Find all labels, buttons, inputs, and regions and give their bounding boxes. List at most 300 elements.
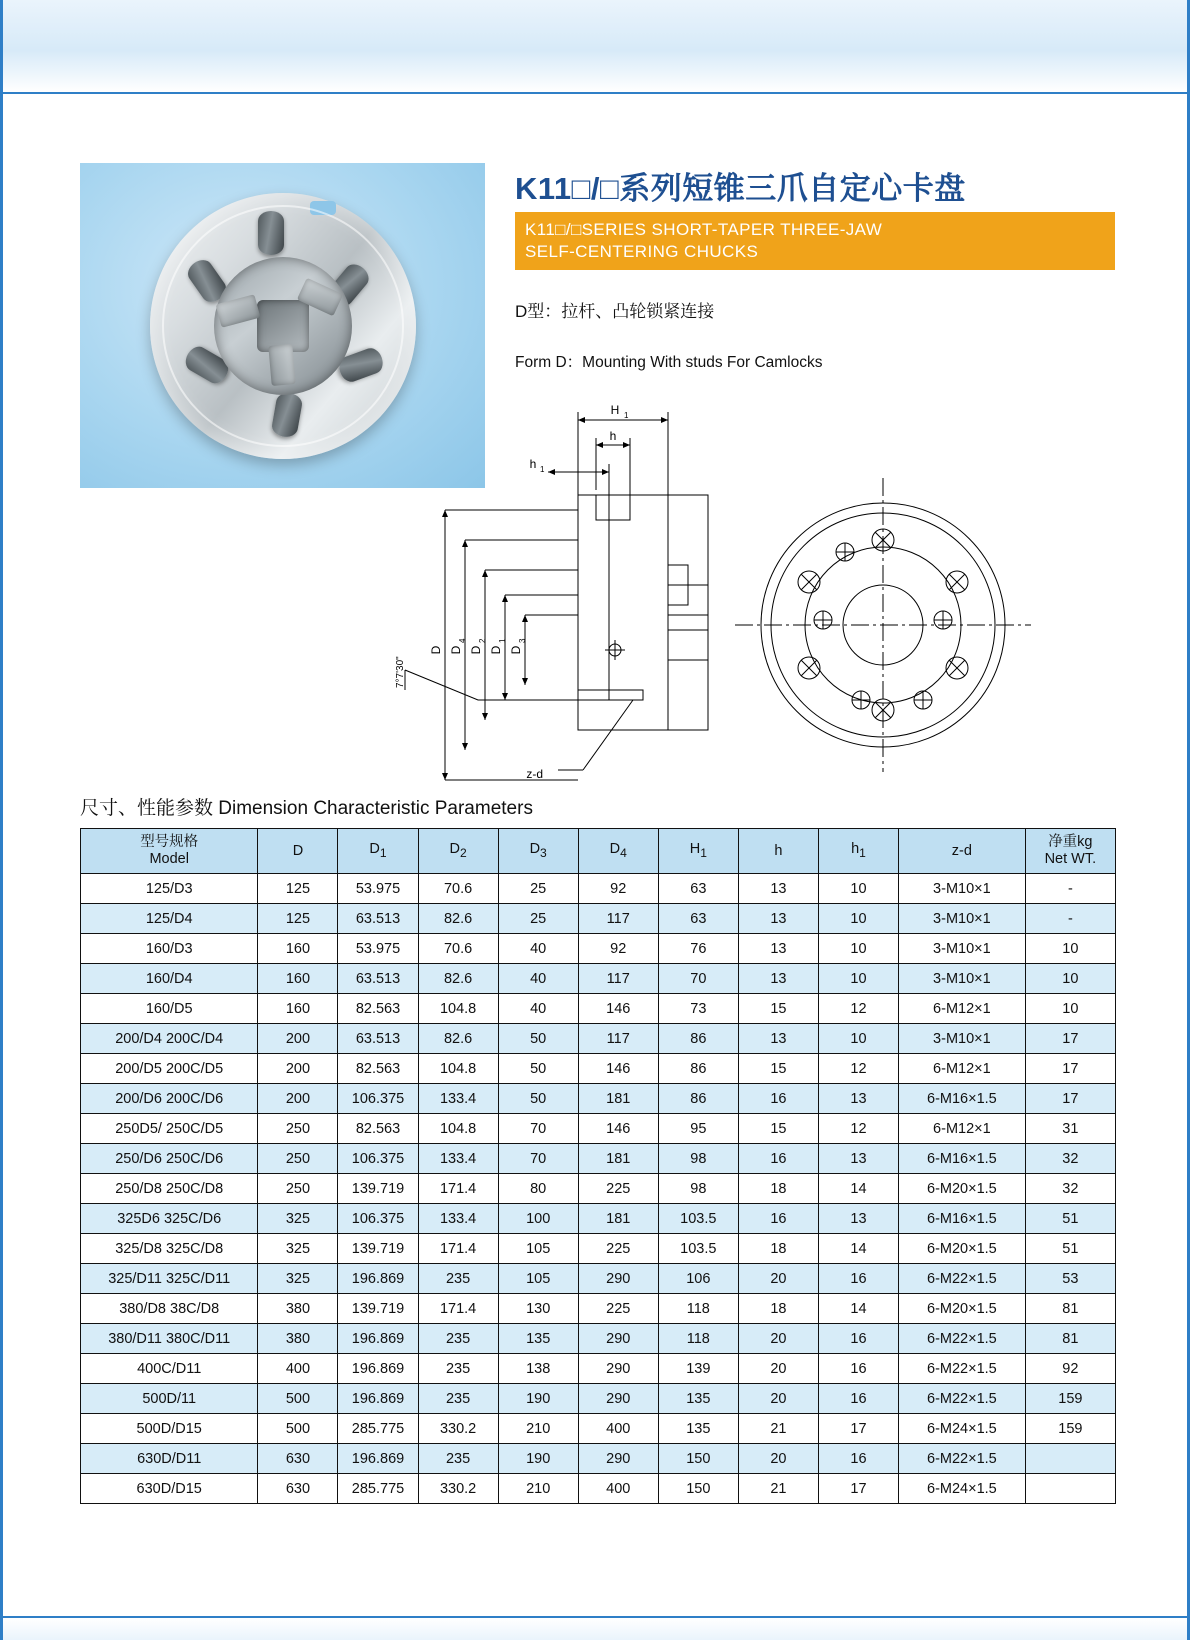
cell-weight: 51 bbox=[1025, 1234, 1115, 1264]
cell-h1big: 135 bbox=[658, 1384, 738, 1414]
cell-d: 250 bbox=[258, 1144, 338, 1174]
table-caption: 尺寸、性能参数 Dimension Characteristic Parameters bbox=[80, 798, 533, 819]
cell-weight: 32 bbox=[1025, 1174, 1115, 1204]
cell-h1: 10 bbox=[818, 874, 898, 904]
cell-h: 13 bbox=[738, 964, 818, 994]
cell-d1: 106.375 bbox=[338, 1144, 418, 1174]
cell-d1: 63.513 bbox=[338, 964, 418, 994]
cell-zd: 6-M12×1 bbox=[899, 994, 1026, 1024]
label-D4-sub: 4 bbox=[458, 638, 467, 643]
cell-d2: 82.6 bbox=[418, 904, 498, 934]
cell-model: 125/D4 bbox=[81, 904, 258, 934]
cell-d1: 196.869 bbox=[338, 1264, 418, 1294]
cell-d2: 133.4 bbox=[418, 1204, 498, 1234]
chuck-stud bbox=[324, 259, 372, 309]
bottom-decorative-bar bbox=[3, 1616, 1187, 1640]
cell-weight: 17 bbox=[1025, 1024, 1115, 1054]
cell-d3: 50 bbox=[498, 1054, 578, 1084]
cell-zd: 6-M16×1.5 bbox=[899, 1144, 1026, 1174]
cell-h1: 12 bbox=[818, 1114, 898, 1144]
cell-h: 20 bbox=[738, 1324, 818, 1354]
column-header-d: D bbox=[258, 829, 338, 874]
cell-h1: 17 bbox=[818, 1474, 898, 1504]
table-row bbox=[81, 1204, 1116, 1234]
label-h1-sub: 1 bbox=[540, 465, 545, 474]
cell-d4: 117 bbox=[578, 964, 658, 994]
cell-d3: 70 bbox=[498, 1144, 578, 1174]
cell-d4: 117 bbox=[578, 904, 658, 934]
cell-model: 200/D6 200C/D6 bbox=[81, 1084, 258, 1114]
cell-h1big: 150 bbox=[658, 1444, 738, 1474]
cell-d2: 133.4 bbox=[418, 1084, 498, 1114]
cell-model: 160/D3 bbox=[81, 934, 258, 964]
mounting-form-en: Form D：Mounting With studs For Camlocks bbox=[515, 354, 823, 371]
cell-h1big: 103.5 bbox=[658, 1234, 738, 1264]
cell-weight: 31 bbox=[1025, 1114, 1115, 1144]
cell-weight: 10 bbox=[1025, 934, 1115, 964]
cell-h: 13 bbox=[738, 1024, 818, 1054]
table-row bbox=[81, 1084, 1116, 1114]
cell-zd: 6-M12×1 bbox=[899, 1054, 1026, 1084]
cell-model: 380/D8 38C/D8 bbox=[81, 1294, 258, 1324]
cell-d4: 117 bbox=[578, 1024, 658, 1054]
column-header-d4: $D_4$ bbox=[578, 829, 658, 874]
column-header-d3: $D_3$ bbox=[498, 829, 578, 874]
chuck-stud bbox=[183, 255, 230, 306]
cell-h1: 16 bbox=[818, 1354, 898, 1384]
cell-zd: 6-M22×1.5 bbox=[899, 1354, 1026, 1384]
cell-d1: 53.975 bbox=[338, 934, 418, 964]
cell-zd: 6-M22×1.5 bbox=[899, 1444, 1026, 1474]
cell-d: 500 bbox=[258, 1384, 338, 1414]
cell-h1big: 63 bbox=[658, 874, 738, 904]
cell-d2: 235 bbox=[418, 1264, 498, 1294]
cell-d: 630 bbox=[258, 1474, 338, 1504]
cell-d1: 53.975 bbox=[338, 874, 418, 904]
cell-d3: 25 bbox=[498, 874, 578, 904]
cell-weight: 10 bbox=[1025, 964, 1115, 994]
cell-h1: 14 bbox=[818, 1294, 898, 1324]
column-header-model-cn: 型号规格 bbox=[140, 834, 199, 850]
cell-d4: 290 bbox=[578, 1354, 658, 1384]
table-row bbox=[81, 1414, 1116, 1444]
cell-d4: 400 bbox=[578, 1474, 658, 1504]
table-row bbox=[81, 1174, 1116, 1204]
cell-d2: 70.6 bbox=[418, 874, 498, 904]
cell-h: 21 bbox=[738, 1414, 818, 1444]
cell-d: 325 bbox=[258, 1204, 338, 1234]
table-row bbox=[81, 1384, 1116, 1414]
chuck-center-core bbox=[257, 300, 309, 352]
table-row bbox=[81, 1054, 1116, 1084]
label-D2-sub: 2 bbox=[478, 638, 487, 643]
chuck-body bbox=[150, 193, 416, 459]
cell-zd: 6-M20×1.5 bbox=[899, 1294, 1026, 1324]
cell-zd: 6-M20×1.5 bbox=[899, 1174, 1026, 1204]
cell-d2: 104.8 bbox=[418, 1114, 498, 1144]
cell-h1big: 98 bbox=[658, 1174, 738, 1204]
label-h1: h bbox=[529, 457, 537, 471]
cell-zd: 6-M24×1.5 bbox=[899, 1414, 1026, 1444]
chuck-jaw bbox=[268, 344, 295, 386]
cell-d: 500 bbox=[258, 1414, 338, 1444]
cell-d: 380 bbox=[258, 1324, 338, 1354]
cell-d: 125 bbox=[258, 904, 338, 934]
cell-weight: 159 bbox=[1025, 1384, 1115, 1414]
cell-h: 18 bbox=[738, 1294, 818, 1324]
column-header-weight-en: Net WT. bbox=[1044, 851, 1097, 867]
cell-model: 250D5/ 250C/D5 bbox=[81, 1114, 258, 1144]
cell-d2: 133.4 bbox=[418, 1144, 498, 1174]
cell-h: 21 bbox=[738, 1474, 818, 1504]
cell-h1: 10 bbox=[818, 904, 898, 934]
cell-h1big: 73 bbox=[658, 994, 738, 1024]
title-band bbox=[515, 212, 1115, 270]
cell-model: 325/D8 325C/D8 bbox=[81, 1234, 258, 1264]
cell-h: 20 bbox=[738, 1384, 818, 1414]
cell-d4: 290 bbox=[578, 1324, 658, 1354]
cell-h: 13 bbox=[738, 904, 818, 934]
label-D2: D bbox=[469, 645, 483, 655]
cell-d4: 290 bbox=[578, 1384, 658, 1414]
cell-d3: 130 bbox=[498, 1294, 578, 1324]
cell-d3: 50 bbox=[498, 1084, 578, 1114]
cell-h: 15 bbox=[738, 994, 818, 1024]
cell-zd: 6-M16×1.5 bbox=[899, 1084, 1026, 1114]
cell-d3: 25 bbox=[498, 904, 578, 934]
cell-model: 125/D3 bbox=[81, 874, 258, 904]
cell-h: 16 bbox=[738, 1204, 818, 1234]
cell-model: 380/D11 380C/D11 bbox=[81, 1324, 258, 1354]
table-row bbox=[81, 934, 1116, 964]
cell-h1big: 118 bbox=[658, 1294, 738, 1324]
cell-h1big: 86 bbox=[658, 1054, 738, 1084]
cell-zd: 3-M10×1 bbox=[899, 934, 1026, 964]
cell-d: 200 bbox=[258, 1084, 338, 1114]
cell-d: 160 bbox=[258, 934, 338, 964]
table-row bbox=[81, 1234, 1116, 1264]
cell-zd: 6-M20×1.5 bbox=[899, 1234, 1026, 1264]
cell-h: 15 bbox=[738, 1114, 818, 1144]
cell-model: 630D/D11 bbox=[81, 1444, 258, 1474]
cell-d1: 106.375 bbox=[338, 1204, 418, 1234]
table-head bbox=[81, 829, 1116, 874]
cell-d2: 235 bbox=[418, 1444, 498, 1474]
cell-h1: 12 bbox=[818, 994, 898, 1024]
cell-weight: 17 bbox=[1025, 1054, 1115, 1084]
cell-model: 400C/D11 bbox=[81, 1354, 258, 1384]
label-H1: H bbox=[610, 403, 620, 417]
cell-d: 250 bbox=[258, 1174, 338, 1204]
table-row bbox=[81, 1324, 1116, 1354]
cell-model: 500D/D15 bbox=[81, 1414, 258, 1444]
column-header-h1big: $H_1$ bbox=[658, 829, 738, 874]
cell-weight: 51 bbox=[1025, 1204, 1115, 1234]
drawing-svg bbox=[383, 400, 1033, 800]
label-D3-sub: 3 bbox=[518, 638, 527, 643]
cell-d4: 181 bbox=[578, 1204, 658, 1234]
cell-h: 20 bbox=[738, 1264, 818, 1294]
cell-d2: 330.2 bbox=[418, 1414, 498, 1444]
table-row bbox=[81, 1294, 1116, 1324]
column-header-model bbox=[81, 829, 258, 874]
cell-d1: 196.869 bbox=[338, 1324, 418, 1354]
cell-h1: 13 bbox=[818, 1084, 898, 1114]
cell-weight: - bbox=[1025, 874, 1115, 904]
cell-model: 630D/D15 bbox=[81, 1474, 258, 1504]
cell-weight: 159 bbox=[1025, 1414, 1115, 1444]
cell-h1: 17 bbox=[818, 1414, 898, 1444]
cell-h1: 16 bbox=[818, 1444, 898, 1474]
mounting-form-cn: D型：拉杆、凸轮锁紧连接 bbox=[515, 302, 715, 321]
cell-h1big: 63 bbox=[658, 904, 738, 934]
cell-zd: 3-M10×1 bbox=[899, 874, 1026, 904]
cell-d2: 330.2 bbox=[418, 1474, 498, 1504]
cell-h1big: 135 bbox=[658, 1414, 738, 1444]
cell-d: 325 bbox=[258, 1264, 338, 1294]
cell-d2: 235 bbox=[418, 1384, 498, 1414]
cell-d4: 146 bbox=[578, 994, 658, 1024]
cell-h1big: 86 bbox=[658, 1084, 738, 1114]
table-row bbox=[81, 1264, 1116, 1294]
cell-d1: 63.513 bbox=[338, 904, 418, 934]
cell-d4: 225 bbox=[578, 1294, 658, 1324]
cell-d2: 235 bbox=[418, 1354, 498, 1384]
cell-zd: 3-M10×1 bbox=[899, 1024, 1026, 1054]
chuck-stud bbox=[270, 391, 303, 439]
cell-d3: 210 bbox=[498, 1474, 578, 1504]
cell-d3: 40 bbox=[498, 994, 578, 1024]
cell-d4: 181 bbox=[578, 1144, 658, 1174]
label-taper-angle: 7°7'30" bbox=[395, 656, 406, 688]
table-row bbox=[81, 874, 1116, 904]
cell-d: 380 bbox=[258, 1294, 338, 1324]
cell-d3: 190 bbox=[498, 1384, 578, 1414]
cell-d3: 100 bbox=[498, 1204, 578, 1234]
cell-h1: 13 bbox=[818, 1144, 898, 1174]
cell-h1big: 70 bbox=[658, 964, 738, 994]
cell-h1: 10 bbox=[818, 964, 898, 994]
specification-table bbox=[80, 828, 1116, 1504]
cell-d3: 210 bbox=[498, 1414, 578, 1444]
cell-weight: 81 bbox=[1025, 1294, 1115, 1324]
cell-weight: 92 bbox=[1025, 1354, 1115, 1384]
cell-h: 20 bbox=[738, 1354, 818, 1384]
cell-d4: 290 bbox=[578, 1264, 658, 1294]
cell-d2: 104.8 bbox=[418, 1054, 498, 1084]
label-H1-sub: 1 bbox=[624, 411, 629, 420]
table-row bbox=[81, 964, 1116, 994]
cell-h1: 13 bbox=[818, 1204, 898, 1234]
cell-zd: 6-M22×1.5 bbox=[899, 1384, 1026, 1414]
cell-h1: 12 bbox=[818, 1054, 898, 1084]
cell-d4: 400 bbox=[578, 1414, 658, 1444]
column-header-weight bbox=[1025, 829, 1115, 874]
chuck-jaw bbox=[296, 277, 342, 316]
column-header-zd: z-d bbox=[899, 829, 1026, 874]
cell-d3: 138 bbox=[498, 1354, 578, 1384]
cell-h1big: 103.5 bbox=[658, 1204, 738, 1234]
label-D1: D bbox=[489, 645, 503, 655]
label-h: h bbox=[609, 429, 617, 443]
table-body bbox=[81, 874, 1116, 1504]
cell-model: 500D/11 bbox=[81, 1384, 258, 1414]
table-row bbox=[81, 1144, 1116, 1174]
cell-d2: 82.6 bbox=[418, 964, 498, 994]
cell-zd: 6-M16×1.5 bbox=[899, 1204, 1026, 1234]
cell-h1big: 98 bbox=[658, 1144, 738, 1174]
cell-d: 200 bbox=[258, 1024, 338, 1054]
cell-d1: 139.719 bbox=[338, 1174, 418, 1204]
cell-d1: 285.775 bbox=[338, 1474, 418, 1504]
cell-model: 250/D6 250C/D6 bbox=[81, 1144, 258, 1174]
cell-d1: 196.869 bbox=[338, 1384, 418, 1414]
cell-h: 15 bbox=[738, 1054, 818, 1084]
cell-h: 13 bbox=[738, 874, 818, 904]
cell-d: 400 bbox=[258, 1354, 338, 1384]
cell-model: 250/D8 250C/D8 bbox=[81, 1174, 258, 1204]
cell-d2: 171.4 bbox=[418, 1294, 498, 1324]
column-header-h: h bbox=[738, 829, 818, 874]
table-row bbox=[81, 1114, 1116, 1144]
cell-h1big: 76 bbox=[658, 934, 738, 964]
cell-d4: 225 bbox=[578, 1234, 658, 1264]
cell-d1: 82.563 bbox=[338, 1114, 418, 1144]
cell-weight: 81 bbox=[1025, 1324, 1115, 1354]
cell-h1: 14 bbox=[818, 1174, 898, 1204]
cell-h: 16 bbox=[738, 1084, 818, 1114]
chuck-stud bbox=[258, 211, 284, 255]
cell-weight: - bbox=[1025, 904, 1115, 934]
cell-h1: 14 bbox=[818, 1234, 898, 1264]
table-row bbox=[81, 1444, 1116, 1474]
cell-d3: 40 bbox=[498, 934, 578, 964]
cell-d: 325 bbox=[258, 1234, 338, 1264]
cell-h1big: 95 bbox=[658, 1114, 738, 1144]
cell-d2: 104.8 bbox=[418, 994, 498, 1024]
cell-h1big: 106 bbox=[658, 1264, 738, 1294]
cell-zd: 6-M22×1.5 bbox=[899, 1264, 1026, 1294]
label-D1-sub: 1 bbox=[498, 638, 507, 643]
cell-d1: 139.719 bbox=[338, 1294, 418, 1324]
label-zd: z-d bbox=[526, 767, 543, 781]
cell-model: 325/D11 325C/D11 bbox=[81, 1264, 258, 1294]
cell-d3: 135 bbox=[498, 1324, 578, 1354]
cell-weight: 32 bbox=[1025, 1144, 1115, 1174]
column-header-h1: $h_1$ bbox=[818, 829, 898, 874]
cell-model: 160/D5 bbox=[81, 994, 258, 1024]
cell-d1: 82.563 bbox=[338, 1054, 418, 1084]
cell-d1: 196.869 bbox=[338, 1354, 418, 1384]
cell-d3: 40 bbox=[498, 964, 578, 994]
cell-h: 18 bbox=[738, 1234, 818, 1264]
cell-d: 630 bbox=[258, 1444, 338, 1474]
cell-d1: 106.375 bbox=[338, 1084, 418, 1114]
chuck-stud bbox=[181, 342, 232, 387]
cell-d1: 285.775 bbox=[338, 1414, 418, 1444]
cell-d4: 146 bbox=[578, 1114, 658, 1144]
table-row bbox=[81, 904, 1116, 934]
cell-d: 200 bbox=[258, 1054, 338, 1084]
table-row bbox=[81, 994, 1116, 1024]
cell-d4: 290 bbox=[578, 1444, 658, 1474]
label-D4: D bbox=[449, 645, 463, 655]
label-D: D bbox=[429, 645, 443, 655]
table-header-row bbox=[81, 829, 1116, 874]
cell-h1: 16 bbox=[818, 1264, 898, 1294]
cell-zd: 3-M10×1 bbox=[899, 964, 1026, 994]
cell-d2: 82.6 bbox=[418, 1024, 498, 1054]
cell-model: 160/D4 bbox=[81, 964, 258, 994]
column-header-weight-cn: 净重kg bbox=[1048, 834, 1093, 850]
cell-d4: 92 bbox=[578, 934, 658, 964]
cell-d2: 171.4 bbox=[418, 1174, 498, 1204]
cell-h: 20 bbox=[738, 1444, 818, 1474]
cell-h1big: 150 bbox=[658, 1474, 738, 1504]
cell-d3: 105 bbox=[498, 1234, 578, 1264]
cell-h: 18 bbox=[738, 1174, 818, 1204]
technical-drawing bbox=[383, 400, 1033, 800]
chuck-inner-ring bbox=[214, 257, 352, 395]
cell-d4: 225 bbox=[578, 1174, 658, 1204]
cell-d: 250 bbox=[258, 1114, 338, 1144]
cell-h1: 10 bbox=[818, 934, 898, 964]
cell-h1: 16 bbox=[818, 1324, 898, 1354]
cell-d1: 196.869 bbox=[338, 1444, 418, 1474]
top-decorative-bar bbox=[3, 0, 1187, 94]
table-row bbox=[81, 1474, 1116, 1504]
page-title-en-line2: SELF-CENTERING CHUCKS bbox=[525, 242, 759, 261]
cell-d1: 63.513 bbox=[338, 1024, 418, 1054]
chuck-stud bbox=[335, 345, 385, 384]
cell-d3: 105 bbox=[498, 1264, 578, 1294]
cell-d3: 80 bbox=[498, 1174, 578, 1204]
cell-model: 200/D4 200C/D4 bbox=[81, 1024, 258, 1054]
table-row bbox=[81, 1024, 1116, 1054]
label-D3: D bbox=[509, 645, 523, 655]
cell-d: 160 bbox=[258, 964, 338, 994]
cell-d4: 146 bbox=[578, 1054, 658, 1084]
cell-h1big: 139 bbox=[658, 1354, 738, 1384]
cell-d2: 235 bbox=[418, 1324, 498, 1354]
cell-weight bbox=[1025, 1444, 1115, 1474]
column-header-d2: $D_2$ bbox=[418, 829, 498, 874]
chuck-jaw bbox=[215, 294, 260, 328]
cell-zd: 6-M22×1.5 bbox=[899, 1324, 1026, 1354]
cell-weight bbox=[1025, 1474, 1115, 1504]
cell-d4: 181 bbox=[578, 1084, 658, 1114]
cell-h: 13 bbox=[738, 934, 818, 964]
cell-d3: 190 bbox=[498, 1444, 578, 1474]
cell-d4: 92 bbox=[578, 874, 658, 904]
cell-model: 325D6 325C/D6 bbox=[81, 1204, 258, 1234]
cell-h1big: 118 bbox=[658, 1324, 738, 1354]
cell-h1: 16 bbox=[818, 1384, 898, 1414]
page-title-en-line1: K11□/□SERIES SHORT-TAPER THREE-JAW bbox=[525, 220, 883, 239]
chuck-notch bbox=[310, 201, 336, 215]
column-header-model-en: Model bbox=[149, 851, 189, 867]
page-title-cn: K11□/□系列短锥三爪自定心卡盘 bbox=[515, 171, 966, 206]
cell-weight: 17 bbox=[1025, 1084, 1115, 1114]
cell-d: 125 bbox=[258, 874, 338, 904]
cell-h1big: 86 bbox=[658, 1024, 738, 1054]
page-title-en bbox=[525, 219, 882, 263]
cell-model: 200/D5 200C/D5 bbox=[81, 1054, 258, 1084]
cell-h1: 10 bbox=[818, 1024, 898, 1054]
cell-d2: 70.6 bbox=[418, 934, 498, 964]
cell-d1: 139.719 bbox=[338, 1234, 418, 1264]
cell-d1: 82.563 bbox=[338, 994, 418, 1024]
